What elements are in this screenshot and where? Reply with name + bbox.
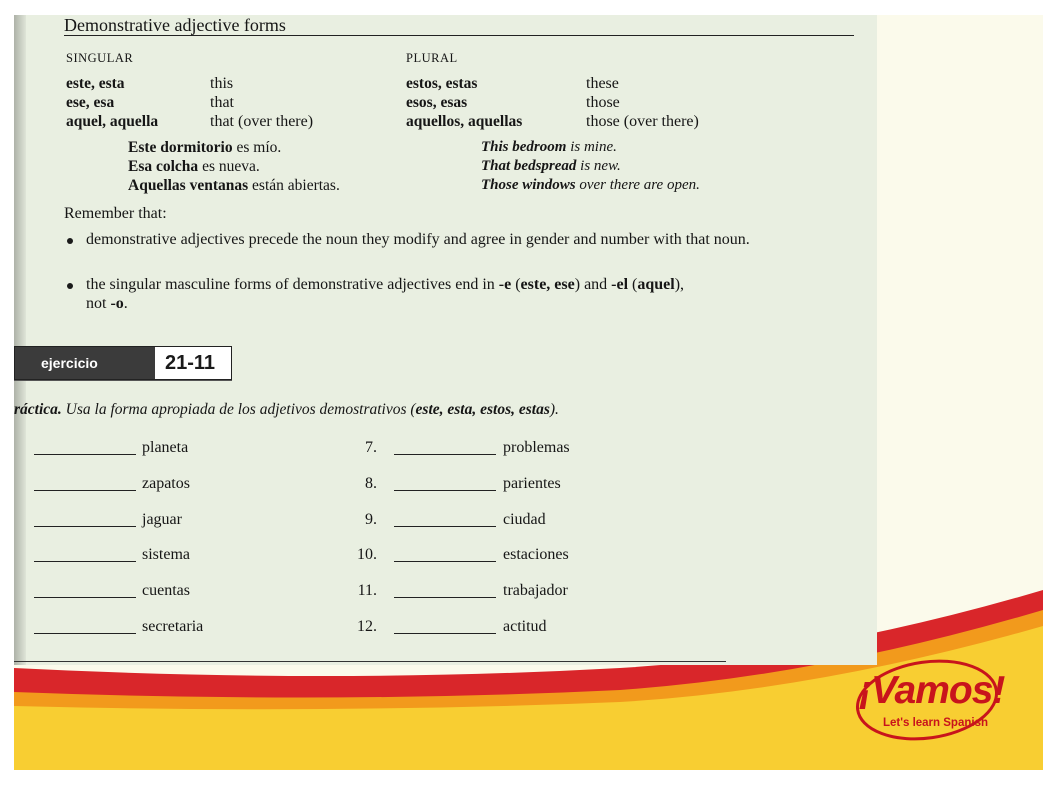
example-spanish: Aquellas ventanas están abiertas. [128, 177, 340, 194]
section-title: Demonstrative adjective forms [64, 15, 286, 35]
form-meaning: those (over there) [586, 113, 699, 130]
exercise-word: problemas [503, 439, 570, 456]
exercise-word: estaciones [503, 546, 569, 563]
item-number: 12. [357, 618, 377, 635]
page-gutter [14, 15, 26, 665]
example-english: This bedroom is mine. [481, 139, 617, 155]
example-english: Those windows over there are open. [481, 177, 700, 193]
exercise-label: ejercicio [15, 347, 155, 379]
rule-bullet-1: demonstrative adjectives precede the noun they modify and agree in gender and number with that noun. [86, 231, 750, 248]
exercise-number: 21-11 [165, 352, 216, 374]
item-number: 9. [365, 511, 377, 528]
form-meaning: this [210, 75, 234, 92]
example-english: That bedspread is new. [481, 158, 621, 174]
form-meaning: these [586, 75, 619, 92]
answer-blank[interactable] [394, 454, 496, 455]
plural-heading: PLURAL [406, 51, 458, 65]
form-plural: esos, esas [406, 94, 468, 111]
form-singular: aquel, aquella [66, 113, 159, 130]
bullet-dot [67, 238, 73, 244]
form-meaning: that (over there) [210, 113, 314, 130]
exercise-header [14, 346, 232, 380]
exercise-word: secretaria [142, 618, 204, 635]
form-meaning: that [210, 94, 234, 111]
answer-blank[interactable] [394, 633, 496, 634]
textbook-scan [14, 15, 877, 665]
form-plural: aquellos, aquellas [406, 113, 523, 130]
exercise-word: jaguar [142, 511, 182, 528]
bottom-rule [14, 661, 726, 662]
answer-blank[interactable] [394, 526, 496, 527]
form-singular: ese, esa [66, 94, 115, 111]
item-number: 8. [365, 475, 377, 492]
exercise-word: parientes [503, 475, 561, 492]
exercise-word: actitud [503, 618, 547, 635]
answer-blank[interactable] [394, 597, 496, 598]
answer-blank[interactable] [34, 454, 136, 455]
answer-blank[interactable] [394, 490, 496, 491]
answer-blank[interactable] [34, 490, 136, 491]
form-meaning: those [586, 94, 620, 111]
answer-blank[interactable] [394, 561, 496, 562]
example-spanish: Esa colcha es nueva. [128, 158, 260, 175]
vamos-logo [853, 655, 1005, 745]
item-number: 7. [365, 439, 377, 456]
answer-blank[interactable] [34, 597, 136, 598]
example-spanish: Este dormitorio es mío. [128, 139, 282, 156]
remember-heading: Remember that: [64, 205, 167, 222]
answer-blank[interactable] [34, 561, 136, 562]
item-number: 11. [357, 582, 377, 599]
answer-blank[interactable] [34, 633, 136, 634]
form-singular: este, esta [66, 75, 125, 92]
rule-bullet-2: the singular masculine forms of demonstrative adjectives end in -e (este, ese) and -el (aquel), not -o. [86, 276, 685, 312]
exercise-word: zapatos [142, 475, 190, 492]
exercise-word: ciudad [503, 511, 546, 528]
logo-brand: ¡Vamos! [859, 669, 1005, 712]
exercise-word: sistema [142, 546, 190, 563]
exercise-underline [14, 380, 232, 381]
exercise-word: trabajador [503, 582, 568, 599]
bullet-dot [67, 283, 73, 289]
singular-heading: SINGULAR [66, 51, 134, 65]
item-number: 10. [357, 546, 377, 563]
logo-tagline: Let's learn Spanish [883, 717, 988, 729]
exercise-instruction: ráctica. Usa la forma apropiada de los adjetivos demostrativos (este, esta, estos, estas). [14, 401, 559, 418]
form-plural: estos, estas [406, 75, 478, 92]
answer-blank[interactable] [34, 526, 136, 527]
exercise-word: planeta [142, 439, 189, 456]
exercise-word: cuentas [142, 582, 190, 599]
